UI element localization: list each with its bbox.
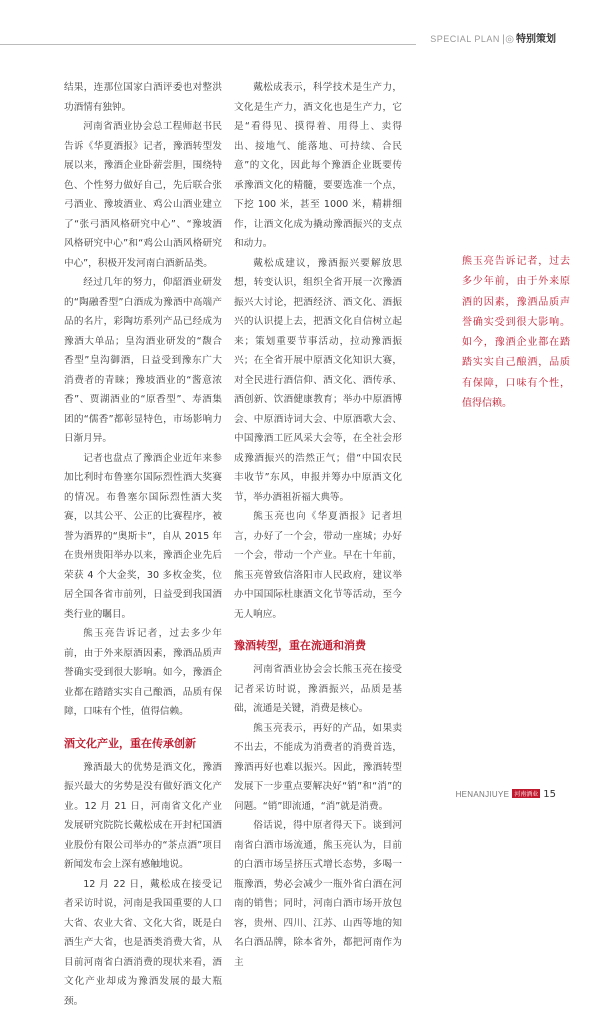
paragraph: 经过几年的努力，仰韶酒业研发的“陶融香型”白酒成为豫酒中高端产品的名片，彩陶坊系列产品已经成为豫酒大单品；皇沟酒业研发的“馥合香型”皇沟御酒，日益受到豫东广大消费者的青睐；豫坡酒业的“酱意浓香”、贾湖酒业的“原香型”、寿酒集团的“儒香”都彰显特色，市场影响力日渐月异。 — [64, 273, 222, 449]
paragraph: 戴松成表示，科学技术是生产力，文化是生产力，酒文化也是生产力，它是“看得见、摸得着、用得上、卖得出、接地气、能落地、可持续、合民意”的文化，因此每个豫酒企业既要传承豫酒文化的精髓，要要选准一个点，下挖 100 米，甚至 1000 米，精耕细作，让酒文化成为撬动豫酒振兴的支点和动力。 — [234, 78, 402, 254]
magazine-name-badge: 河南酒业 — [512, 789, 540, 798]
paragraph: 俗话说，得中原者得天下。谈到河南省白酒市场流通，熊玉亮认为，目前的白酒市场呈挤压式增长态势，多喝一瓶豫酒，势必会减少一瓶外省白酒在河南的销售；同时，河南白酒市场开放包容，贵州、四川、江苏、山西等地的知名白酒品牌，除本省外，都把河南作为主 — [234, 816, 402, 972]
paragraph: 熊玉亮表示，再好的产品，如果卖不出去，不能成为消费者的消费首选，豫酒再好也难以振兴。因此，豫酒转型发展下一步重点要解决好“销”和“消”的问题。“销”即流通，“消”就是消费。 — [234, 719, 402, 817]
section-separator: |◎ — [502, 34, 514, 45]
section-en-label: SPECIAL PLAN — [430, 34, 500, 44]
paragraph: 12 月 22 日，戴松成在接受记者采访时说，河南是我国重要的人口大省、农业大省、文化大省，既是白酒生产大省，也是酒类消费大省，从目前河南省白酒消费的现状来看，酒文化产业却成为豫酒发展的最大瓶颈。 — [64, 875, 222, 1011]
section-heading: 酒文化产业，重在传承创新 — [64, 734, 222, 754]
section-heading: 豫酒转型，重在流通和消费 — [234, 636, 402, 656]
article-column-2 — [234, 78, 402, 972]
magazine-name-en: HENANJIUYE — [456, 790, 510, 799]
paragraph: 河南省酒业协会总工程师赵书民告诉《华夏酒报》记者，豫酒转型发展以来，豫酒企业卧薪尝胆，围绕特色、个性努力做好自己，先后联合张弓酒业、豫坡酒业、鸡公山酒业建立了“张弓酒风格研究中心”、“豫坡酒风格研究中心”和“鸡公山酒风格研究中心”，积极开发河南白酒新品类。 — [64, 117, 222, 273]
header-rule — [0, 44, 416, 45]
article-column-1 — [64, 78, 222, 1011]
paragraph: 戴松成建议，豫酒振兴要解放思想，转变认识，组织全省开展一次豫酒振兴大讨论，把酒经济、酒文化、酒振兴的认识提上去，把酒文化自信树立起来；策划重要节事活动，拉动豫酒振兴；在全省开展中原酒文化知识大赛，对全民进行酒信仰、酒文化、酒传承、酒创新、饮酒健康教育；举办中原酒博会、中原酒诗词大会、中原酒歌大会、中国豫酒工匠风采大会等，在全社会形成豫酒振兴的浩然正气；借“中国农民丰收节”东风，申报并筹办中原酒文化节，举办酒祖祈福大典等。 — [234, 254, 402, 508]
paragraph: 记者也盘点了豫酒企业近年来参加比利时布鲁塞尔国际烈性酒大奖赛的情况。布鲁塞尔国际烈性酒大奖赛，以其公平、公正的比赛程序，被誉为酒界的“奥斯卡”，自从 2015 年在贵州贵阳举办以来，豫酒企业先后荣获 4 个大金奖，30 多枚金奖，位居全国各省市前列，日益受到我国酒类行业的瞩目。 — [64, 449, 222, 625]
paragraph: 结果，连那位国家白酒评委也对整洪功酒情有独钟。 — [64, 78, 222, 117]
paragraph: 熊玉亮也向《华夏酒报》记者坦言，办好了一个会，带动一座城；办好一个会，带动一个产业。早在十年前，熊玉亮曾致信洛阳市人民政府，建议举办中国国际杜康酒文化节等活动，至今无人响应。 — [234, 507, 402, 624]
header-section-label — [430, 30, 556, 45]
page-footer — [456, 789, 556, 800]
paragraph: 豫酒最大的优势是酒文化，豫酒振兴最大的劣势是没有做好酒文化产业。12 月 21 日，河南省文化产业发展研究院院长戴松成在开封杞国酒业股份有限公司举办的“茶点酒”项目新闻发布会上深有感触地说。 — [64, 758, 222, 875]
page-header — [0, 28, 590, 48]
pull-quote: 熊玉亮告诉记者，过去多少年前，由于外来原酒的因素，豫酒品质声誉确实受到很大影响。如今，豫酒企业都在踏踏实实自己酿酒，品质有保障，口味有个性，值得信赖。 — [462, 252, 570, 414]
paragraph: 河南省酒业协会会长熊玉亮在接受记者采访时说，豫酒振兴，品质是基础，流通是关键，消费是核心。 — [234, 660, 402, 719]
page-number: 15 — [543, 789, 556, 800]
paragraph: 熊玉亮告诉记者，过去多少年前，由于外来原酒因素，豫酒品质声誉确实受到很大影响。如今，豫酒企业都在踏踏实实自己酿酒，品质有保障，口味有个性，值得信赖。 — [64, 624, 222, 722]
section-cn-label: 特别策划 — [516, 34, 556, 45]
